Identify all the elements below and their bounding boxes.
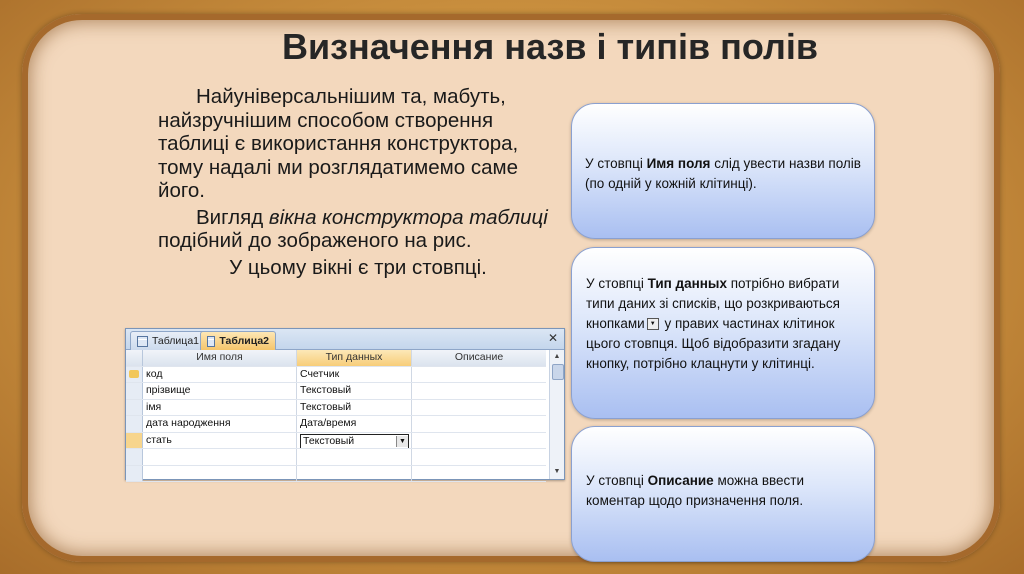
scroll-thumb[interactable] (552, 364, 564, 380)
description-cell[interactable] (412, 466, 546, 482)
column-header-field-name[interactable]: Имя поля (143, 350, 297, 366)
data-type-cell (297, 433, 412, 449)
row-selector[interactable] (126, 466, 143, 482)
table-row-empty (126, 449, 546, 466)
row-selector[interactable] (126, 449, 143, 465)
callout-text: У стовпці (586, 473, 648, 488)
table-row (126, 383, 546, 400)
data-type-cell[interactable]: Текстовый (297, 383, 412, 399)
table-row (126, 400, 546, 417)
table-row-active (126, 433, 546, 450)
table-icon (137, 336, 148, 347)
callout-text: потрібно вибрати типи даних зі списків, що розкриваються кнопками (586, 276, 840, 331)
field-name-cell[interactable] (143, 466, 297, 482)
description-cell[interactable] (412, 416, 546, 432)
data-type-cell[interactable]: Дата/время (297, 416, 412, 432)
callout-text: у правих частинах клітинок цього стовпця. Щоб відобразити згадану кнопку, потрібно клацнути у клітинці. (586, 316, 841, 371)
description-cell[interactable] (412, 433, 546, 449)
table-designer-window (125, 328, 565, 480)
row-selector[interactable] (126, 367, 143, 383)
dropdown-button-icon: ▼ (647, 318, 659, 330)
document-tabs (126, 329, 564, 350)
paragraph-2-start: Вигляд (196, 205, 269, 229)
callout-bold: Описание (647, 473, 714, 488)
callout-field-name (571, 103, 875, 239)
row-selector[interactable] (126, 416, 143, 432)
dropdown-value: Текстовый (303, 434, 355, 447)
paragraph-1: Найуніверсальнішим та, мабуть, найзручнішим способом створення таблиці є використання конструктора, тому надалі ми розглядатимемо саме його. (158, 85, 519, 202)
callout-data-type (571, 247, 875, 419)
description-cell[interactable] (412, 400, 546, 416)
row-selector[interactable] (126, 400, 143, 416)
table-row (126, 367, 546, 384)
callout-description (571, 426, 875, 562)
paragraph-2 (158, 206, 558, 253)
data-type-cell[interactable] (297, 466, 412, 482)
callout-text: слід увести назви полів (по одній у кожній клітинці). (585, 156, 861, 191)
primary-key-icon (129, 370, 139, 378)
table-row-empty (126, 466, 546, 483)
data-type-cell[interactable]: Текстовый (297, 400, 412, 416)
data-type-cell[interactable] (297, 449, 412, 465)
slide-body (158, 85, 558, 282)
callout-text: можна ввести коментар щодо призначення поля. (586, 473, 805, 508)
table-icon (207, 336, 215, 347)
column-header-description[interactable]: Описание (412, 350, 546, 366)
callout-text: У стовпці (586, 276, 648, 291)
tab-label: Таблица1 (151, 335, 199, 347)
field-grid (126, 350, 546, 482)
description-cell[interactable] (412, 367, 546, 383)
description-cell[interactable] (412, 449, 546, 465)
close-icon[interactable]: ✕ (547, 331, 558, 345)
paragraph-3: У цьому вікні є три стовпці. (229, 255, 487, 279)
field-name-cell[interactable] (143, 449, 297, 465)
paragraph-2-emphasis: вікна конструктора таблиці (268, 205, 548, 229)
field-name-cell[interactable]: дата народження (143, 416, 297, 432)
description-cell[interactable] (412, 383, 546, 399)
callout-bold: Тип данных (647, 276, 727, 291)
callout-bold: Имя поля (646, 156, 711, 171)
table-row (126, 416, 546, 433)
field-name-cell[interactable]: код (143, 367, 297, 383)
slide-title: Визначення назв і типів полів (281, 26, 819, 67)
chevron-down-icon[interactable]: ▼ (396, 436, 408, 447)
field-name-cell[interactable]: прізвище (143, 383, 297, 399)
grid-header (126, 350, 546, 367)
row-selector[interactable] (126, 383, 143, 399)
column-header-data-type[interactable]: Тип данных (297, 350, 412, 366)
paragraph-2-end: подібний до зображеного на рис. (158, 229, 472, 252)
data-type-cell[interactable]: Счетчик (297, 367, 412, 383)
field-name-cell[interactable]: імя (143, 400, 297, 416)
row-selector-header[interactable] (126, 350, 143, 366)
scroll-down-icon[interactable]: ▼ (553, 468, 561, 475)
tab-table1[interactable] (130, 331, 206, 350)
data-type-dropdown[interactable] (300, 434, 409, 449)
callout-text: У стовпці (585, 156, 647, 171)
tab-table2[interactable] (200, 331, 276, 350)
row-selector[interactable] (126, 433, 143, 449)
scroll-up-icon[interactable]: ▲ (553, 353, 561, 360)
tab-label: Таблица2 (219, 335, 269, 347)
vertical-scrollbar[interactable] (549, 350, 564, 479)
field-name-cell[interactable]: стать (143, 433, 297, 449)
